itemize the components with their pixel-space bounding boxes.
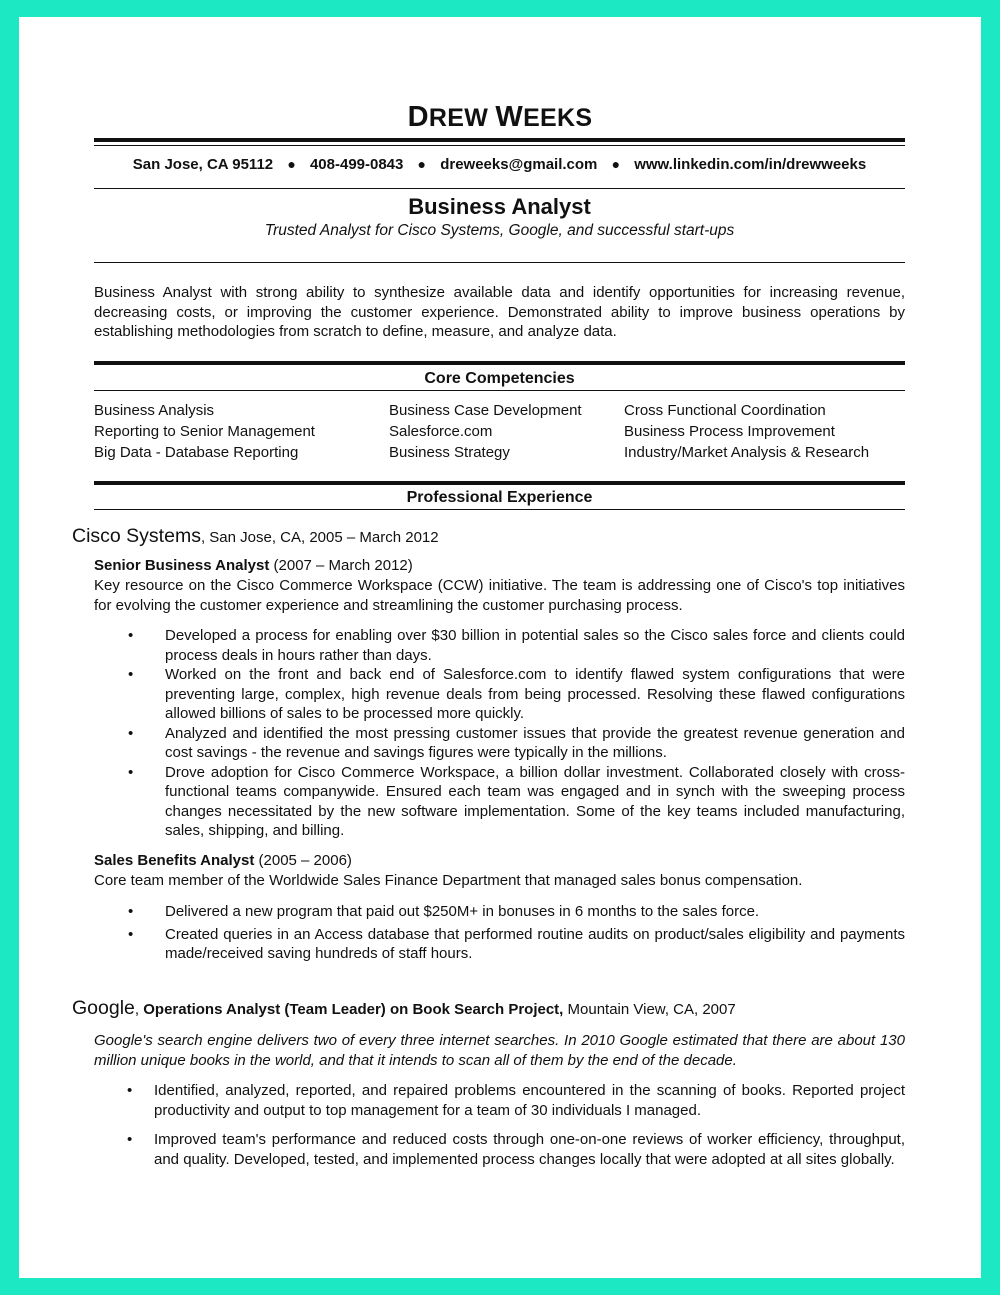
competencies-rule-bottom	[94, 390, 905, 391]
role-title: Operations Analyst (Team Leader) on Book Search Project,	[143, 1001, 564, 1018]
role-title: Senior Business Analyst	[94, 557, 270, 574]
bullet-text: Developed a process for enabling over $30 billion in potential sales so the Cisco sales force and clients could process deals in hours rather than days.	[165, 627, 905, 664]
bullet-separator: ●	[287, 156, 296, 172]
bullet-icon: •	[128, 903, 134, 920]
company-name: Cisco Systems	[72, 525, 201, 547]
name-rest: REW	[428, 104, 489, 132]
bullet-text: Identified, analyzed, reported, and repaired problems encountered in the scanning of books. Reported project productivity and output to top management for a team of 30 individuals I managed.	[154, 1082, 905, 1119]
competencies-rule-top	[94, 361, 905, 365]
competency-item: Cross Functional Coordination	[624, 402, 826, 419]
list-item	[128, 902, 905, 922]
bullet-icon: •	[128, 763, 134, 781]
competencies-column-2	[389, 400, 582, 463]
company-cisco	[72, 525, 439, 548]
contact-email[interactable]: dreweeks@gmail.com	[440, 156, 598, 173]
header-rule-thin	[94, 145, 905, 146]
bullet-icon: •	[128, 666, 134, 683]
competencies-column-3	[624, 400, 869, 463]
bullet-icon: •	[128, 724, 134, 742]
competency-item: Business Case Development	[389, 402, 582, 419]
company-details: , San Jose, CA, 2005 – March 2012	[200, 529, 439, 546]
bullet-list	[127, 1081, 905, 1169]
role-description: Key resource on the Cisco Commerce Workspace (CCW) initiative. The team is addressing one of Cisco's top initiatives for evolving the customer experience and streamlining the customer purchasing process.	[94, 577, 905, 614]
contact-linkedin[interactable]: www.linkedin.com/in/drewweeks	[634, 156, 867, 173]
tagline-rule	[94, 262, 905, 263]
bullet-icon: •	[128, 925, 134, 943]
list-item	[127, 1130, 905, 1169]
competency-item: Salesforce.com	[389, 423, 493, 440]
bullet-text: Worked on the front and back end of Salesforce.com to identify flawed system configurations that were preventing large, complex, high revenue deals from being processed. Resolving these flawed configurations allowed billions of sales to be processed more quickly.	[165, 666, 905, 722]
list-item	[128, 925, 905, 964]
bullet-text: Delivered a new program that paid out $250M+ in bonuses in 6 months to the sales force.	[165, 903, 760, 920]
company-description: Google's search engine delivers two of every three internet searches. In 2010 Google estimated that there are about 130 million unique books in the world, and that it intends to scan all of them by the end of the decade.	[94, 1032, 905, 1069]
bullet-text: Drove adoption for Cisco Commerce Workspace, a billion dollar investment. Collaborated closely with cross-functional teams companywide. Ensured each team was engaged and in synch with the sweeping process changes necessitated by the new software implementation. Some of the key teams included manufacturing, sales, shipping, and billing.	[165, 763, 905, 839]
summary-paragraph: Business Analyst with strong ability to synthesize available data and identify opportunities for increasing revenue, decreasing costs, or improving the customer experience. Demonstrated ability to improve business operations by establishing methodologies from scratch to define, measure, and analyze data.	[94, 284, 905, 340]
bullet-icon: •	[127, 1131, 133, 1148]
experience-heading: Professional Experience	[406, 489, 593, 506]
contact-phone[interactable]: 408-499-0843	[309, 156, 404, 173]
role-sales-benefits-analyst	[94, 852, 352, 869]
experience-rule-top	[94, 481, 905, 485]
surname-rest: EEKS	[523, 104, 593, 132]
competencies-heading: Core Competencies	[424, 370, 575, 387]
company-name: Google	[72, 997, 135, 1019]
resume-page	[19, 17, 981, 1278]
competency-item: Industry/Market Analysis & Research	[624, 444, 870, 461]
role-dates: (2007 – March 2012)	[269, 557, 413, 574]
contact-location: San Jose, CA 95112	[132, 156, 274, 173]
competency-item: Business Process Improvement	[624, 423, 835, 440]
list-item	[127, 1081, 905, 1120]
contact-rule	[94, 188, 905, 189]
competency-item: Business Analysis	[94, 402, 215, 419]
tagline: Trusted Analyst for Cisco Systems, Google, and successful start-ups	[264, 222, 735, 239]
bullet-icon: •	[128, 627, 134, 644]
bullet-icon: •	[127, 1082, 133, 1099]
company-details: Mountain View, CA, 2007	[563, 1001, 736, 1018]
bullet-list	[128, 626, 905, 841]
list-item	[128, 665, 905, 724]
bullet-text: Improved team's performance and reduced costs through one-on-one reviews of worker efficiency, throughput, and quality. Developed, tested, and implemented process changes locally that were adopted at all sites globally.	[154, 1131, 905, 1168]
bullet-text: Created queries in an Access database that performed routine audits on product/sales eligibility and payments made/received saving hundreds of staff hours.	[165, 925, 905, 962]
company-comma: ,	[134, 1001, 144, 1018]
role-title: Sales Benefits Analyst	[94, 852, 255, 869]
list-item	[128, 724, 905, 763]
bullet-text: Analyzed and identified the most pressing customer issues that provide the greatest revenue generation and cost savings - the revenue and savings figures were typically in the millions.	[165, 724, 905, 761]
header-rule-thick	[94, 138, 905, 142]
candidate-name	[19, 101, 981, 134]
experience-rule-bottom	[94, 509, 905, 510]
role-dates: (2005 – 2006)	[254, 852, 352, 869]
competency-item: Big Data - Database Reporting	[94, 444, 299, 461]
role-senior-business-analyst	[94, 557, 413, 574]
bullet-separator: ●	[417, 156, 427, 172]
job-title: Business Analyst	[408, 194, 591, 219]
surname-initial: W	[495, 101, 524, 133]
bullet-list	[128, 902, 905, 964]
bullet-separator: ●	[611, 156, 621, 172]
list-item	[128, 626, 905, 665]
name-initial: D	[407, 101, 429, 133]
competencies-column-1	[94, 400, 315, 463]
company-google	[72, 997, 736, 1020]
competency-item: Reporting to Senior Management	[94, 423, 315, 440]
contact-line	[94, 156, 905, 173]
competency-item: Business Strategy	[389, 444, 510, 461]
role-description: Core team member of the Worldwide Sales Finance Department that managed sales bonus compensation.	[94, 872, 803, 889]
list-item	[128, 763, 905, 841]
